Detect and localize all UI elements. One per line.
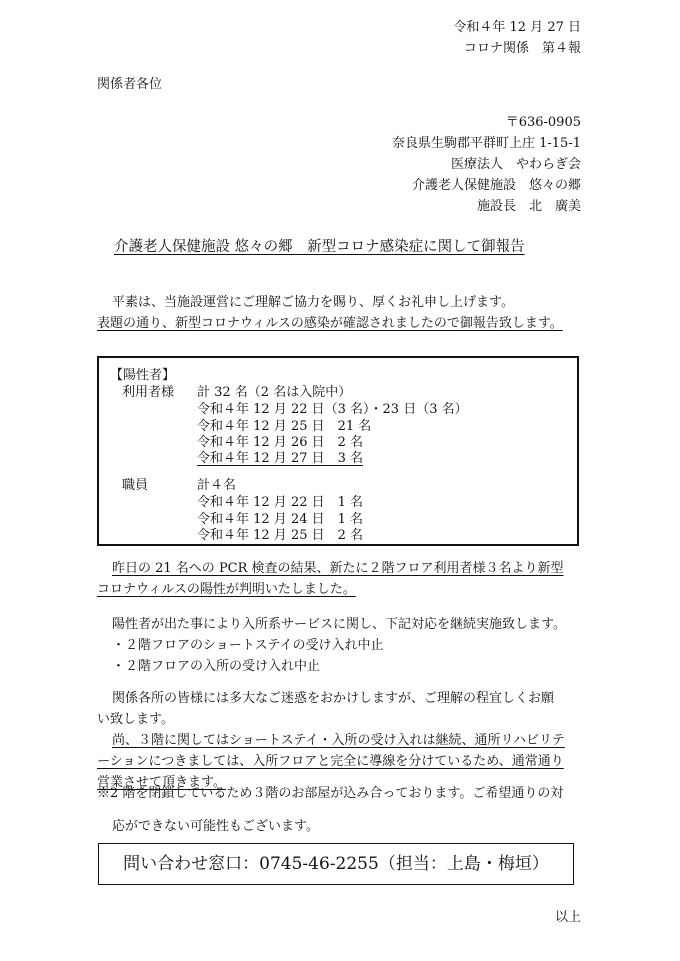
note-line-2: 応ができない可能性もございます。 — [112, 819, 319, 834]
users-date-line: 令和４年 12 月 25 日 21 名 — [197, 419, 372, 434]
third-floor-line-3: 営業させて頂きます。 — [97, 775, 226, 790]
intro-line-2: 表題の通り、新型コロナウィルスの感染が確認されましたので御報告致します。 — [97, 316, 563, 331]
closing-text: 以上 — [554, 910, 581, 925]
sender-address: 奈良県生駒郡平群町上庄 1-15-1 — [391, 136, 581, 151]
sender-facility: 介護老人保健施設 悠々の郷 — [411, 178, 581, 193]
staff-label: 職員 — [122, 478, 149, 493]
report-number: コロナ関係 第４報 — [463, 41, 581, 56]
document-title: 介護老人保健施設 悠々の郷 新型コロナ感染症に関して御報告 — [114, 239, 525, 255]
sender-director: 施設長 北 廣美 — [476, 199, 581, 214]
measures-intro: 陽性者が出た事により入所系サービスに関し、下記対応を継続実施致します。 — [112, 617, 566, 632]
positive-heading: 【陽性者】 — [110, 368, 176, 383]
contact-box: 問い合わせ窓口：0745-46-2255（担当：上島・梅垣） — [98, 843, 574, 885]
users-label: 利用者様 — [122, 385, 175, 400]
users-date-line: 令和４年 12 月 26 日 2 名 — [197, 435, 364, 450]
sender-corporation: 医療法人 やわらぎ会 — [450, 157, 581, 172]
measure-item: ・２階フロアのショートステイの受け入れ中止 — [112, 638, 384, 653]
staff-date-line: 令和４年 12 月 24 日 1 名 — [197, 512, 364, 527]
sender-postal: 〒636-0905 — [505, 115, 581, 130]
third-floor-line-1: 尚、３階に関してはショートステイ・入所の受け入れは継続、通所リハビリテ — [112, 733, 565, 748]
pcr-line-2: コロナウィルスの陽性が判明いたしました。 — [97, 582, 356, 597]
note-line-1: ※2 階を閉鎖しているため３階のお部屋が込み合っております。ご希望通りの対 — [97, 786, 564, 801]
measure-item: ・２階フロアの入所の受け入れ中止 — [112, 659, 321, 674]
pcr-line-1: 昨日の 21 名への PCR 検査の結果、新たに２階フロア利用者様３名より新型 — [112, 561, 564, 576]
users-date-line: 令和４年 12 月 22 日（3 名）・23 日（3 名） — [197, 402, 468, 417]
recipient: 関係者各位 — [97, 77, 163, 92]
users-total: 計 32 名（2 名は入院中） — [197, 385, 352, 400]
apology-line-2: い致します。 — [97, 712, 174, 727]
staff-total: 計４名 — [197, 478, 237, 493]
report-date: 令和４年 12 月 27 日 — [453, 20, 581, 35]
third-floor-line-2: ーションにつきましては、入所フロアと完全に導線を分けているため、通常通り — [97, 754, 564, 769]
users-date-line: 令和４年 12 月 27 日 3 名 — [197, 451, 364, 466]
intro-line-1: 平素は、当施設運営にご理解ご協力を賜り、厚くお礼申し上げます。 — [112, 295, 514, 310]
apology-line-1: 関係各所の皆様には多大なご迷惑をおかけしますが、ご理解の程宜しくお願 — [112, 691, 555, 706]
staff-date-line: 令和４年 12 月 25 日 2 名 — [197, 528, 364, 543]
staff-date-line: 令和４年 12 月 22 日 1 名 — [197, 495, 364, 510]
